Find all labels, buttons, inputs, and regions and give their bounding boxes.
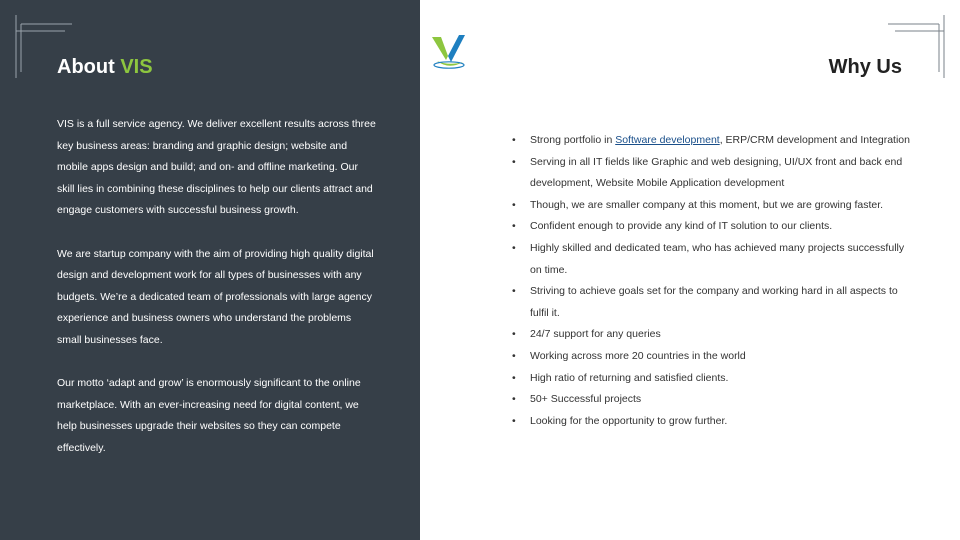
about-panel: [0, 0, 420, 540]
list-item: [512, 130, 912, 152]
about-title-accent: VIS: [120, 56, 153, 78]
list-item: • Working across more 20 countries in the world: [512, 346, 912, 368]
why-us-title: Why Us: [828, 56, 902, 78]
list-item: • Though, we are smaller company at this moment, but we are growing faster.: [512, 195, 912, 217]
list-item: • 24/7 support for any queries: [512, 324, 912, 346]
about-paragraph: We are startup company with the aim of providing high quality digital design and development work for all types of businesses with any budgets. We’re a dedicated team of professionals with large agency experience and business owners who understand the problems small businesses face.: [57, 247, 374, 346]
list-item: • Striving to achieve goals set for the company and working hard in all aspects to fulfil it.: [512, 281, 912, 324]
list-item: • Looking for the opportunity to grow further.: [512, 411, 912, 433]
list-item: • Highly skilled and dedicated team, who has achieved many projects successfully on time.: [512, 238, 912, 281]
list-item-text: , ERP/CRM development and Integration: [719, 134, 910, 146]
about-paragraph: Our motto ‘adapt and grow’ is enormously significant to the online marketplace. With an ever-increasing need for digital content, we help businesses upgrade their websites so they can compete effectively.: [57, 377, 361, 454]
list-item: • 50+ Successful projects: [512, 389, 912, 411]
list-item: • Serving in all IT fields like Graphic and web designing, UI/UX front and back end development, Website Mobile Application development: [512, 152, 912, 195]
list-item: • High ratio of returning and satisfied clients.: [512, 368, 912, 390]
software-development-link[interactable]: Software development: [615, 134, 720, 146]
why-us-list: [512, 130, 912, 432]
about-title: [57, 56, 153, 79]
list-item: • Confident enough to provide any kind of IT solution to our clients.: [512, 216, 912, 238]
about-paragraph: VIS is a full service agency. We deliver excellent results across three key business areas: branding and graphic design; website and mobile apps design and build; and on- and offline marketing. Our skill lies in combining these disciplines to help our clients attract and engage customers with successful business growth.: [57, 118, 376, 217]
list-item-text: Strong portfolio in: [530, 134, 616, 146]
vis-logo-icon: [429, 32, 469, 72]
about-body: [57, 114, 377, 481]
about-title-main: About: [57, 56, 115, 78]
